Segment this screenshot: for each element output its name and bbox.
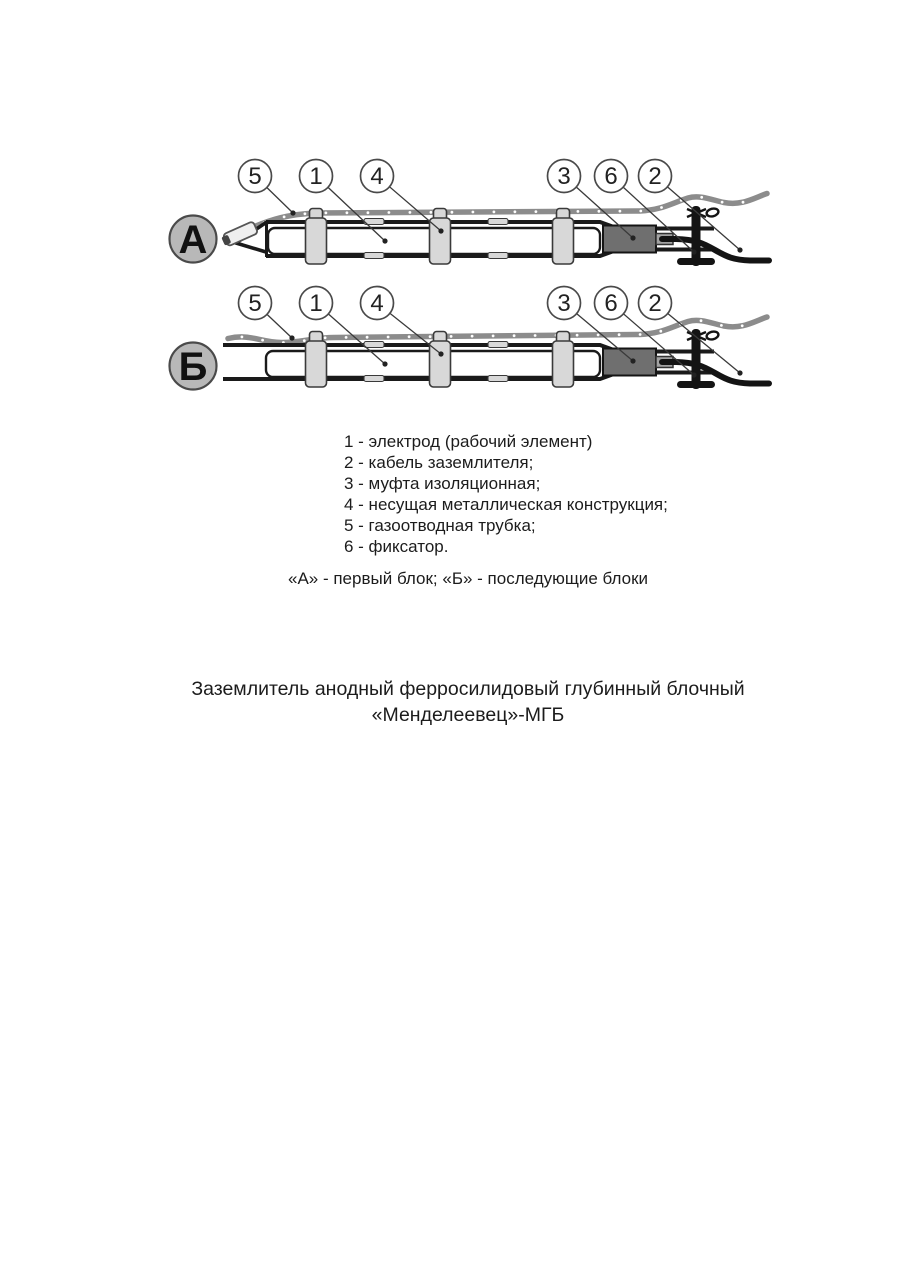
- fixator-loop-icon: [706, 207, 719, 217]
- callout-number: 5: [248, 163, 262, 190]
- callout-number: 1: [309, 163, 323, 190]
- diagram-block-b: [170, 287, 770, 390]
- rail-tab: [364, 376, 384, 382]
- callout-3: [548, 287, 581, 320]
- rail-tab: [488, 219, 508, 225]
- diagram-block-a: [170, 160, 770, 267]
- block-badge-label: Б: [178, 345, 208, 389]
- callout-number: 3: [557, 290, 571, 317]
- block-badge-label: А: [178, 218, 208, 262]
- callout-6: [595, 160, 628, 193]
- callout-number: 2: [648, 163, 662, 190]
- document-title: [36, 677, 900, 728]
- legend-item: 5 - газоотводная трубка;: [344, 516, 536, 535]
- support-clamp: [306, 209, 327, 265]
- block-badge-a: [170, 216, 217, 263]
- callout-4: [361, 160, 394, 193]
- callout-number: 2: [648, 290, 662, 317]
- callout-1: [300, 287, 333, 320]
- support-clamp: [430, 209, 451, 265]
- callout-number: 5: [248, 290, 262, 317]
- fixator-loop-icon: [706, 330, 719, 340]
- document-title-line2: «Менделеевец»-МГБ: [371, 703, 565, 726]
- variants-note: «А» - первый блок; «Б» - последующие блоки: [288, 569, 648, 588]
- support-clamp: [553, 209, 574, 265]
- document-title-line1: Заземлитель анодный ферросилидовый глубинный блочный: [191, 678, 745, 700]
- callout-3: [548, 160, 581, 193]
- legend-item: 3 - муфта изоляционная;: [344, 474, 541, 493]
- block-badge-b: [170, 343, 217, 390]
- callout-number: 3: [557, 163, 571, 190]
- callout-number: 1: [309, 290, 323, 317]
- callout-number: 4: [370, 163, 384, 190]
- rail-tab: [488, 253, 508, 259]
- callout-number: 6: [604, 163, 618, 190]
- callout-5: [239, 160, 272, 193]
- support-clamp: [553, 332, 574, 388]
- rail-tab: [364, 253, 384, 259]
- rail-tab: [364, 342, 384, 348]
- callout-4: [361, 287, 394, 320]
- callout-1: [300, 160, 333, 193]
- callout-2: [639, 287, 672, 320]
- legend-item: 6 - фиксатор.: [344, 537, 449, 556]
- callout-2: [639, 160, 672, 193]
- legend-item: 2 - кабель заземлителя;: [344, 453, 534, 472]
- callout-6: [595, 287, 628, 320]
- fixator: [677, 206, 719, 266]
- insulating-coupling: [603, 226, 656, 253]
- support-clamp: [430, 332, 451, 388]
- callout-number: 4: [370, 290, 384, 317]
- parts-legend: [344, 431, 668, 557]
- callout-5: [239, 287, 272, 320]
- rail-tab: [488, 376, 508, 382]
- insulating-coupling: [603, 349, 656, 376]
- callout-number: 6: [604, 290, 618, 317]
- legend-item: 1 - электрод (рабочий элемент): [344, 432, 593, 451]
- rail-tab: [488, 342, 508, 348]
- legend-item: 4 - несущая металлическая конструкция;: [344, 495, 668, 514]
- figure-diagram: [0, 0, 900, 430]
